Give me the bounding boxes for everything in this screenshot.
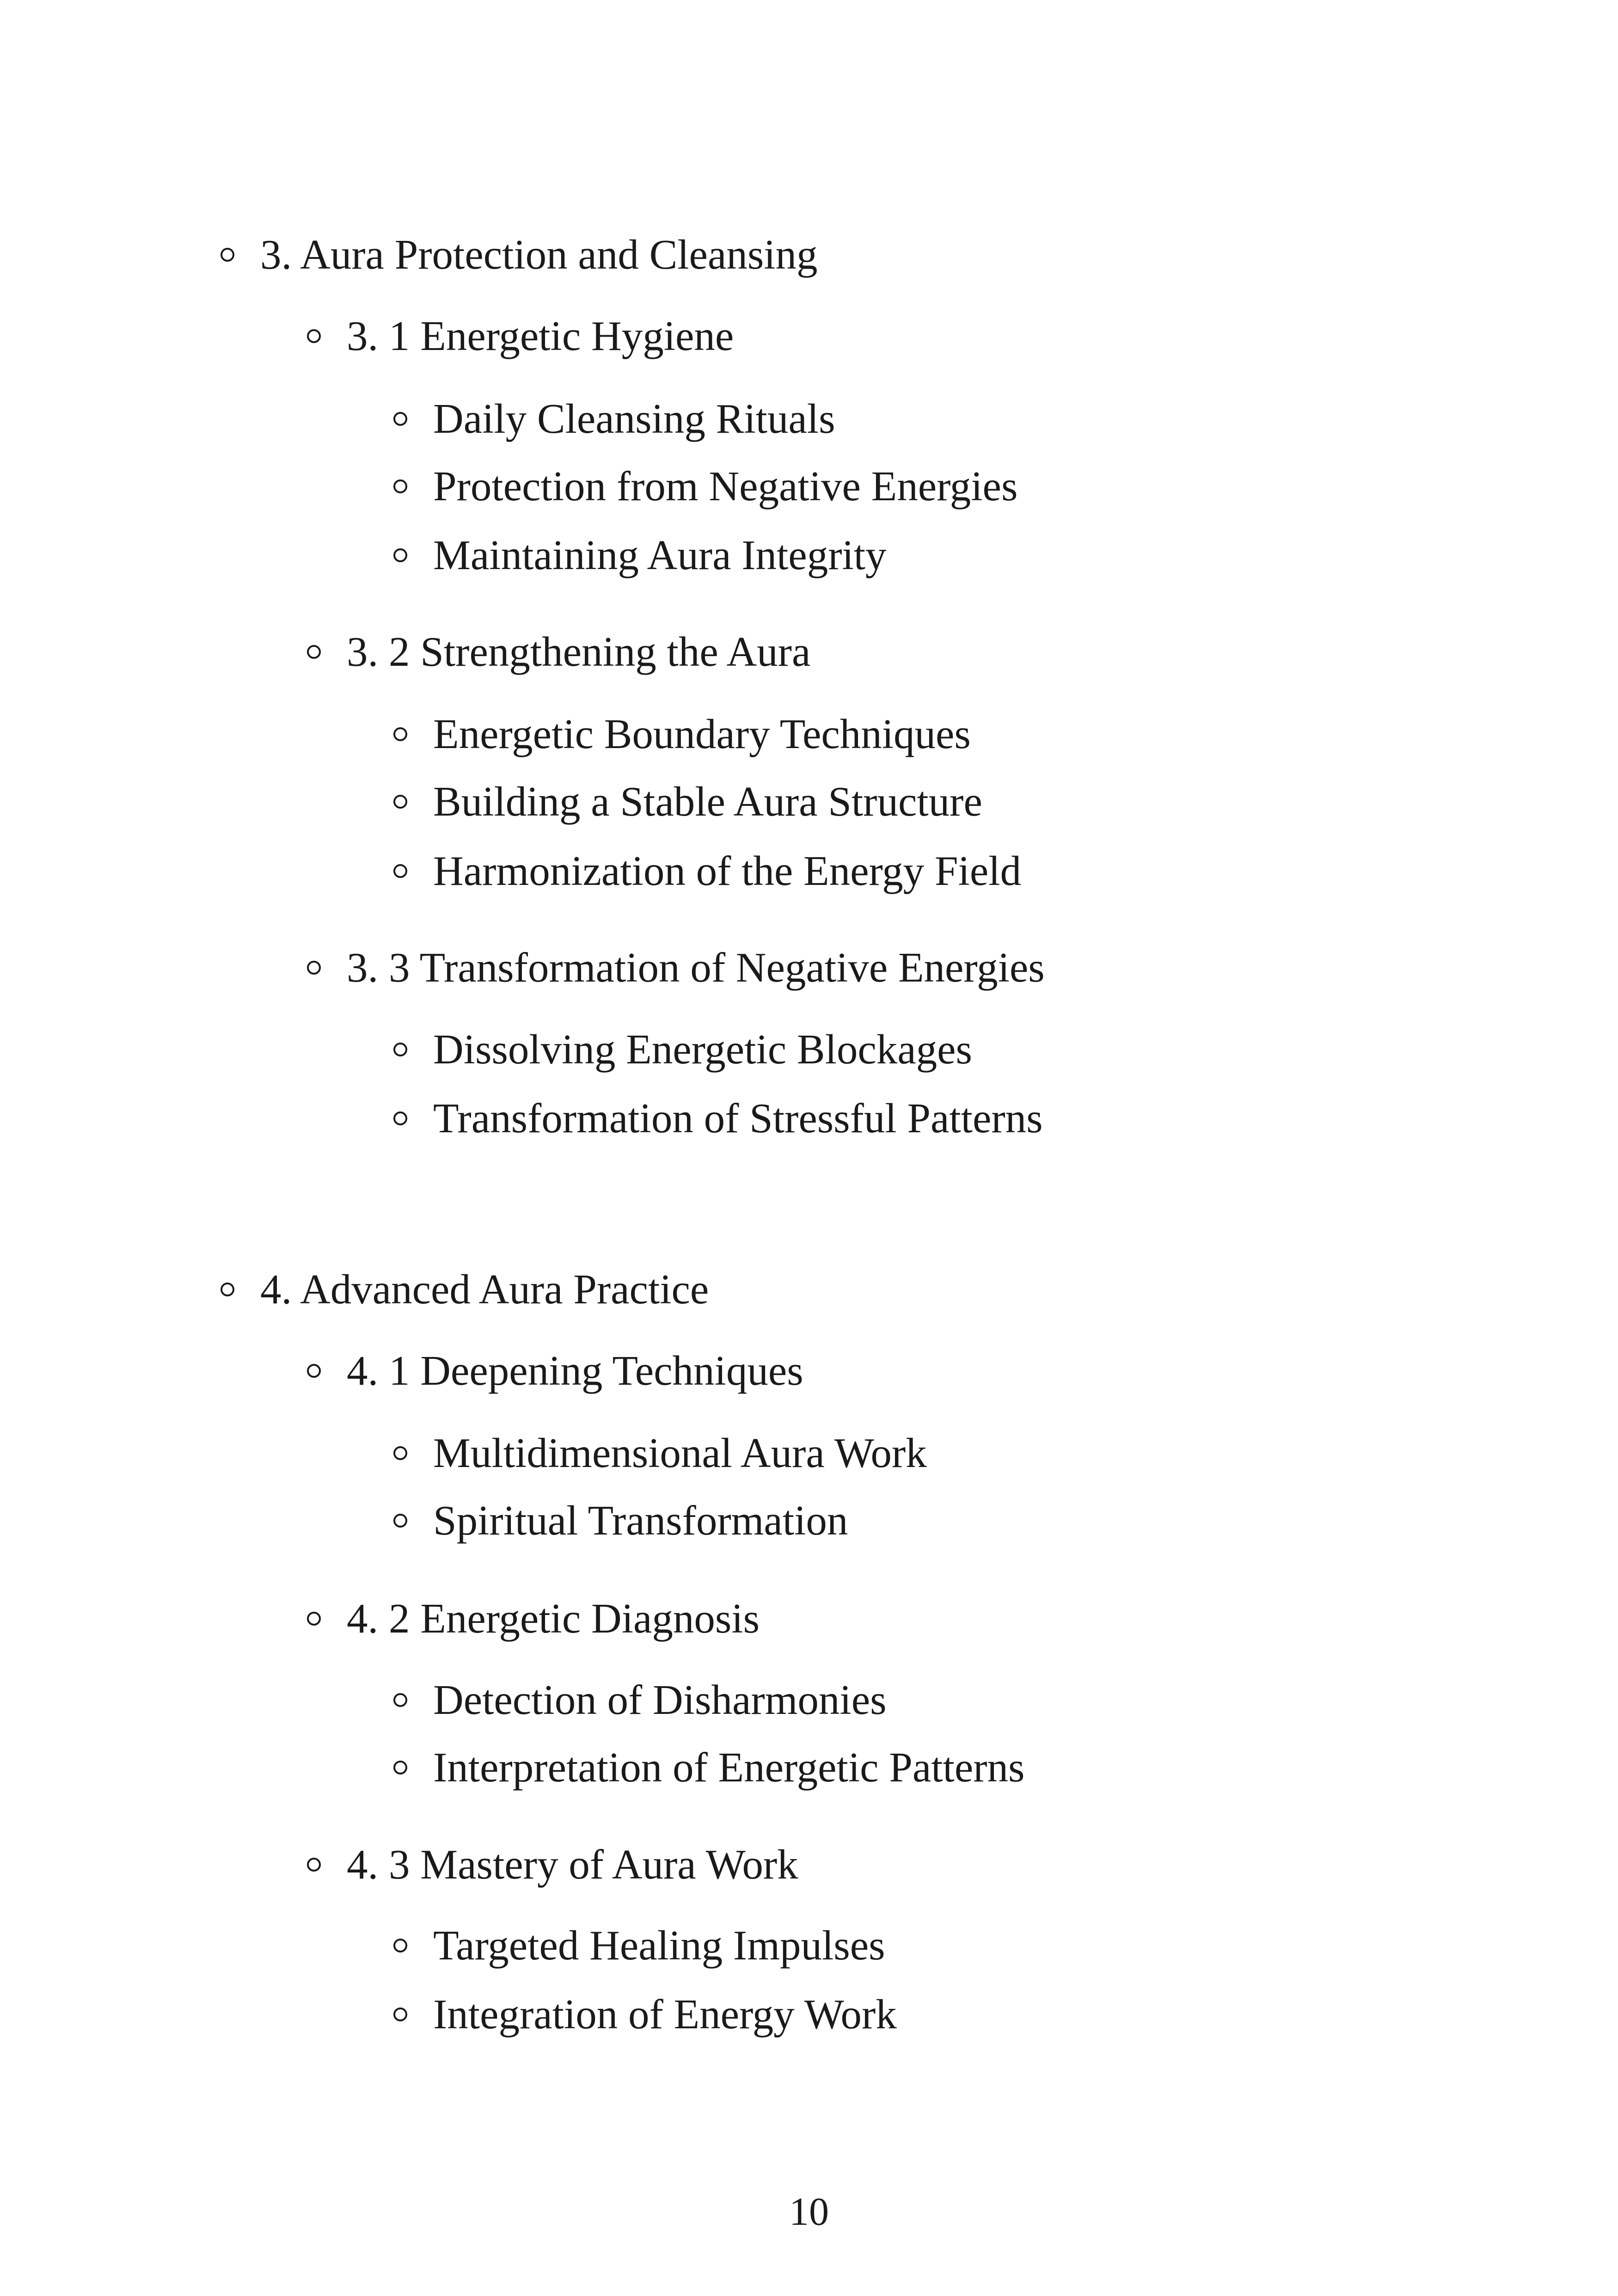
subsection-3-1-title: 3. 1 Energetic Hygiene <box>347 313 734 359</box>
section-3-heading <box>260 233 818 276</box>
section-4-heading <box>260 1266 709 1313</box>
list-item-label: Maintaining Aura Integrity <box>433 532 887 578</box>
subsection-4-3-heading <box>347 1841 798 1888</box>
list-item-label: Targeted Healing Impulses <box>433 1922 885 1969</box>
subsection-3-1-heading <box>347 315 734 357</box>
section-3-title: 3. Aura Protection and Cleansing <box>260 231 818 278</box>
list-item <box>433 1026 972 1073</box>
hollow-bullet-icon <box>393 1693 407 1707</box>
hollow-bullet-icon <box>393 1446 407 1460</box>
subsection-4-1-heading <box>347 1347 803 1394</box>
list-item-label: Multidimensional Aura Work <box>433 1430 927 1476</box>
hollow-bullet-icon <box>393 1514 407 1528</box>
list-item-label: Energetic Boundary Techniques <box>433 711 971 757</box>
list-item-label: Transformation of Stressful Patterns <box>433 1095 1043 1142</box>
subsection-3-3-heading <box>347 944 1045 991</box>
hollow-bullet-icon <box>393 864 407 878</box>
hollow-bullet-icon <box>393 412 407 426</box>
list-item <box>433 1676 887 1723</box>
list-item <box>433 1991 897 2038</box>
list-item <box>433 463 1018 510</box>
hollow-bullet-icon <box>393 2007 407 2021</box>
hollow-bullet-icon <box>393 548 407 562</box>
subsection-4-1-title: 4. 1 Deepening Techniques <box>347 1347 803 1394</box>
hollow-bullet-icon <box>307 1858 321 1872</box>
list-item <box>433 713 971 755</box>
subsection-4-2-heading <box>347 1595 760 1642</box>
subsection-4-2-title: 4. 2 Energetic Diagnosis <box>347 1595 760 1642</box>
hollow-bullet-icon <box>393 479 407 493</box>
list-item-label: Interpretation of Energetic Patterns <box>433 1744 1025 1791</box>
list-item-label: Protection from Negative Energies <box>433 463 1018 510</box>
list-item-label: Integration of Energy Work <box>433 1991 897 2038</box>
hollow-bullet-icon <box>307 961 321 975</box>
section-4-title: 4. Advanced Aura Practice <box>260 1266 709 1313</box>
list-item-label: Daily Cleansing Rituals <box>433 395 835 442</box>
list-item <box>433 847 1022 894</box>
list-item <box>433 1497 848 1544</box>
list-item <box>433 1432 927 1474</box>
hollow-bullet-icon <box>393 1043 407 1056</box>
hollow-bullet-icon <box>221 1283 234 1296</box>
hollow-bullet-icon <box>307 645 321 659</box>
subsection-3-2-heading <box>347 628 811 675</box>
list-item <box>433 395 835 442</box>
hollow-bullet-icon <box>393 727 407 741</box>
subsection-3-2-title: 3. 2 Strengthening the Aura <box>347 628 811 675</box>
list-item <box>433 1095 1043 1142</box>
hollow-bullet-icon <box>307 1364 321 1378</box>
hollow-bullet-icon <box>307 329 321 343</box>
subsection-4-3-title: 4. 3 Mastery of Aura Work <box>347 1841 798 1888</box>
list-item-label: Dissolving Energetic Blockages <box>433 1026 972 1073</box>
hollow-bullet-icon <box>307 1612 321 1626</box>
hollow-bullet-icon <box>393 795 407 809</box>
list-item-label: Harmonization of the Energy Field <box>433 847 1022 894</box>
list-item-label: Spiritual Transformation <box>433 1497 848 1544</box>
hollow-bullet-icon <box>393 1939 407 1952</box>
list-item <box>433 1744 1025 1791</box>
subsection-3-3-title: 3. 3 Transformation of Negative Energies <box>347 944 1045 991</box>
list-item <box>433 780 982 823</box>
list-item <box>433 1922 885 1969</box>
hollow-bullet-icon <box>221 248 234 262</box>
page-number: 10 <box>789 2189 829 2234</box>
list-item <box>433 534 887 576</box>
list-item-label: Detection of Disharmonies <box>433 1676 887 1723</box>
hollow-bullet-icon <box>393 1761 407 1774</box>
list-item-label: Building a Stable Aura Structure <box>433 778 982 825</box>
hollow-bullet-icon <box>393 1111 407 1125</box>
